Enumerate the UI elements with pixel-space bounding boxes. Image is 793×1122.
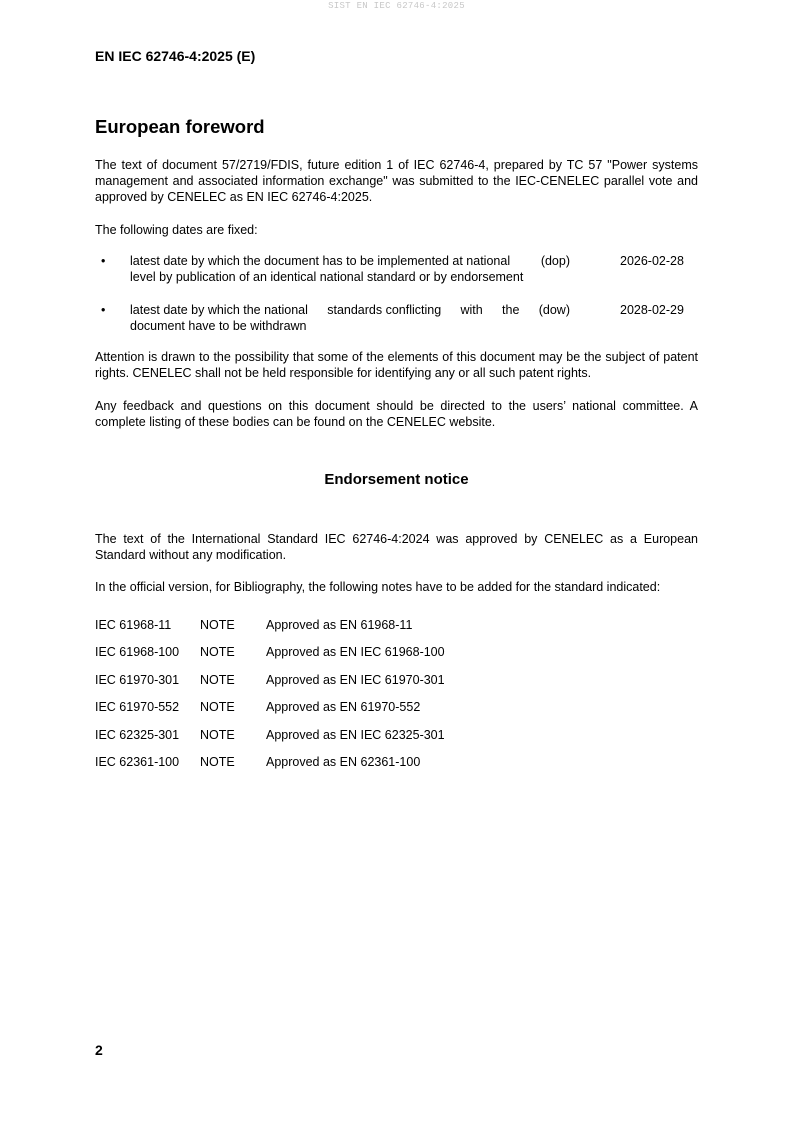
note-text: Approved as EN IEC 62325-301 — [266, 728, 445, 742]
page-number: 2 — [95, 1042, 103, 1058]
endorsement-paragraph-2: In the official version, for Bibliography, the following notes have to be added for the standard indicated: — [95, 580, 661, 594]
date-item-text-part: latest date by which the national — [130, 303, 308, 317]
watermark: SIST EN IEC 62746-4:2025 — [328, 1, 465, 11]
bullet-marker: • — [101, 303, 106, 317]
date-item-line-2: level by publication of an identical national standard or by endorsement — [130, 270, 524, 284]
date-item-line-2: document have to be withdrawn — [130, 319, 307, 333]
note-label: NOTE — [200, 755, 235, 769]
note-standard: IEC 61968-100 — [95, 645, 180, 659]
note-label: NOTE — [200, 728, 235, 742]
bullet-marker: • — [101, 254, 106, 268]
document-identifier: EN IEC 62746-4:2025 (E) — [95, 48, 256, 64]
date-item-text — [130, 302, 570, 334]
date-item-date: 2028-02-29 — [620, 303, 684, 317]
note-text: Approved as EN 62361-100 — [266, 755, 421, 769]
note-standard: IEC 62361-100 — [95, 755, 180, 769]
date-item-text-part: the — [502, 303, 520, 317]
date-item-text-part: with — [460, 303, 483, 317]
date-item-text-part: latest date by which the document has to be implemented at national — [130, 254, 511, 268]
note-text: Approved as EN IEC 61970-301 — [266, 673, 445, 687]
date-item-date: 2026-02-28 — [620, 254, 684, 268]
note-standard: IEC 62325-301 — [95, 728, 180, 742]
foreword-paragraph-3: Attention is drawn to the possibility that some of the elements of this document may be the subject of patent rights. CENELEC shall not be held responsible for identifying any or all such patent rights. — [95, 350, 698, 380]
endorsement-paragraph-1: The text of the International Standard IEC 62746-4:2024 was approved by CENELEC as a European Standard without any modification. — [95, 532, 698, 562]
note-text: Approved as EN IEC 61968-100 — [266, 645, 445, 659]
note-text: Approved as EN 61968-11 — [266, 618, 413, 632]
foreword-paragraph-4: Any feedback and questions on this document should be directed to the users’ national committee. A complete listing of these bodies can be found on the CENELEC website. — [95, 399, 698, 429]
date-item-line-1 — [130, 253, 570, 269]
section-title-foreword: European foreword — [95, 116, 265, 137]
note-text: Approved as EN 61970-552 — [266, 700, 421, 714]
foreword-paragraph-1: The text of document 57/2719/FDIS, future edition 1 of IEC 62746-4, prepared by TC 57 "Power systems management and associated information exchange" was submitted to the IEC-CENELEC parallel vote and approved by CENELEC as EN IEC 62746-4:2025. — [95, 158, 698, 204]
note-label: NOTE — [200, 700, 235, 714]
note-standard: IEC 61970-301 — [95, 673, 180, 687]
section-title-endorsement: Endorsement notice — [324, 471, 469, 488]
date-item-text — [130, 253, 570, 285]
date-item-text-part: standards conflicting — [327, 303, 442, 317]
date-item-code: (dow) — [538, 303, 570, 317]
note-label: NOTE — [200, 645, 235, 659]
note-label: NOTE — [200, 618, 235, 632]
note-standard: IEC 61970-552 — [95, 700, 180, 714]
date-item-line-1 — [130, 302, 570, 318]
note-label: NOTE — [200, 673, 235, 687]
note-standard: IEC 61968-11 — [95, 618, 172, 632]
date-item-code: (dop) — [540, 254, 570, 268]
foreword-paragraph-2: The following dates are fixed: — [95, 223, 258, 237]
